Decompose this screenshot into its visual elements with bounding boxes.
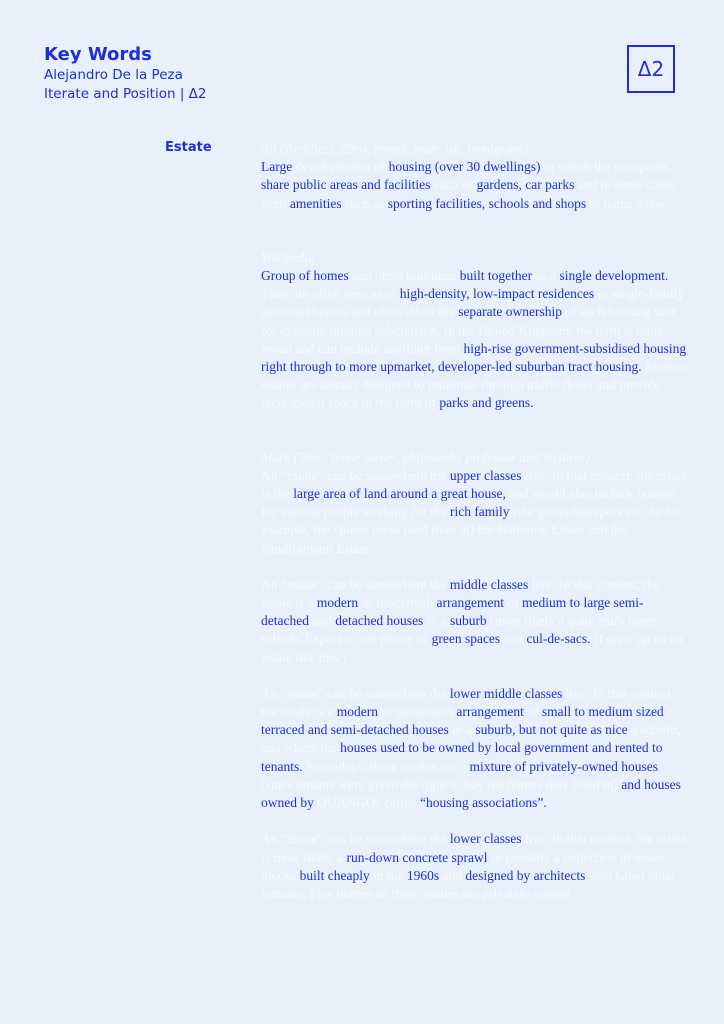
highlighted-keyword: mixture of privately-owned houses — [469, 758, 659, 774]
highlighted-keyword: amenities — [289, 195, 342, 211]
faded-text: (most likely a quite leafy outer suburb. Expect to see plenty of — [261, 613, 657, 647]
faded-text: QUANGOs called — [313, 795, 420, 811]
faded-text: Nowadays, these estates are a — [302, 758, 470, 774]
highlighted-keyword: high-rise government-subsidised housing right through to more upmarket, developer-led suburban tract housing. — [261, 340, 687, 375]
faded-text: An “estate” can be somewhere the — [261, 831, 450, 847]
highlighted-keyword: rich family — [449, 504, 510, 520]
delta2-logo: Δ2 — [627, 45, 675, 93]
faded-text: of — [503, 595, 522, 611]
highlighted-keyword: lower middle classes — [449, 685, 563, 701]
faded-text: of — [523, 704, 542, 720]
highlighted-keyword: modern — [316, 595, 359, 611]
paragraph-gap — [261, 812, 691, 830]
highlighted-keyword: medium to large semi-detached — [261, 595, 644, 629]
highlighted-keyword: built cheaply — [299, 867, 370, 883]
faded-text: An “estate” can be somewhere the — [261, 467, 450, 483]
highlighted-keyword: suburb, but not quite as nice — [475, 722, 628, 738]
faded-text: or modernish — [377, 704, 457, 720]
faded-text: such as — [430, 177, 477, 193]
definition-source: Ali (Architect, 29yo, tenant, male-ish, immigrant) — [261, 141, 528, 156]
highlighted-keyword: middle classes — [449, 576, 529, 592]
faded-text: in a — [448, 722, 476, 738]
faded-text: and — [500, 631, 527, 647]
faded-text: and — [439, 867, 466, 883]
definition-paragraph — [261, 830, 691, 903]
highlighted-keyword: run-down concrete sprawl — [346, 849, 488, 865]
highlighted-keyword: lower classes — [449, 831, 522, 847]
highlighted-keyword: “housing associations”. — [419, 795, 547, 811]
highlighted-keyword: Large — [261, 159, 293, 175]
highlighted-keyword: parks and greens. — [439, 395, 534, 411]
faded-text: such as — [341, 195, 388, 211]
faded-text: as a — [532, 268, 560, 284]
highlighted-keyword: suburb — [449, 613, 487, 629]
highlighted-keyword: arrangement — [436, 595, 504, 611]
faded-text: An “estate” can be somewhere the — [261, 576, 450, 592]
header — [44, 44, 207, 104]
faded-text: An “estate” can be somewhere the — [261, 685, 450, 701]
highlighted-keyword: separate ownership — [458, 304, 563, 320]
page-title: Key Words — [44, 44, 152, 65]
highlighted-keyword: detached houses — [335, 613, 424, 629]
highlighted-keyword: and houses owned by — [261, 776, 681, 811]
definition-source: Mark (59yo, home owner, philosophy professor and lecturer) — [261, 449, 590, 465]
faded-text: in a — [423, 613, 450, 629]
highlighted-keyword: sporting facilities, schools and shops — [387, 195, 587, 211]
highlighted-keyword: built together — [459, 268, 533, 284]
project-name: Iterate and Position | Δ2 — [44, 86, 207, 102]
highlighted-keyword: upper classes — [449, 467, 522, 483]
paragraph-gap — [261, 667, 691, 685]
definition-section — [261, 140, 691, 213]
highlighted-keyword: cul-de-sacs. — [526, 631, 591, 647]
author-name: Alejandro De la Peza — [44, 67, 183, 83]
definition-section — [261, 249, 691, 413]
faded-text: live. In that context, the estate is the — [261, 467, 688, 502]
faded-text: and would also include houses for various people working for the — [261, 486, 675, 520]
highlighted-keyword: houses used to be owned by local government and rented to tenants. — [261, 740, 663, 774]
highlighted-keyword: designed by architects — [465, 867, 586, 883]
faded-text: to name a few. — [586, 195, 669, 211]
highlighted-keyword: 1960s — [406, 867, 440, 883]
faded-text: live. In that context, the estate is most likely a — [261, 831, 688, 865]
highlighted-keyword: Group of homes — [261, 268, 349, 284]
section-gap — [261, 413, 691, 449]
definition-paragraph — [261, 576, 691, 667]
term-label: Estate — [165, 140, 212, 155]
definition-source: Wikipedia — [261, 249, 315, 265]
faded-text: or modernish — [358, 595, 437, 611]
faded-text: or single-family detached homes and often allow the — [261, 286, 685, 320]
highlighted-keyword: small to medium sized terraced and semi-detached houses — [261, 704, 664, 738]
faded-text: (since tenants were given the right to buy the homes they lived in) — [261, 776, 622, 792]
highlighted-keyword: green spaces — [431, 631, 501, 647]
faded-text: in which the occupants — [540, 159, 668, 175]
highlighted-keyword: high-density, low-impact residences — [399, 286, 595, 302]
faded-text: live. In that context, the estate is a — [261, 576, 660, 611]
section-gap — [261, 213, 691, 249]
faded-text: (the groundskeepers etc. So for example, the Queen owns (and lives at) the Balmoral Estate and the Sandringham Estate. — [261, 504, 682, 556]
definition-paragraph — [261, 685, 691, 812]
definition-paragraph — [261, 267, 691, 413]
faded-text: and in some cases even — [261, 177, 675, 211]
faded-text: They are often seen as of — [261, 286, 400, 302]
highlighted-keyword: large area of land around a great house, — [293, 486, 506, 502]
faded-text: live. In that context, the estate is a — [261, 685, 675, 720]
definitions-body — [261, 140, 691, 903]
faded-text: and — [308, 613, 336, 629]
faded-text: in the — [369, 867, 407, 883]
faded-text: (I grew up on an estate like this.) — [261, 631, 684, 665]
faded-text: who hated other humans. Few homes on these estates are privately owned. — [261, 867, 676, 901]
highlighted-keyword: share public areas and facilities — [261, 177, 431, 193]
highlighted-keyword: gardens, car parks — [476, 177, 575, 193]
definition-section — [261, 449, 691, 903]
highlighted-keyword: modern — [336, 704, 378, 720]
highlighted-keyword: housing (over 30 dwellings) — [388, 159, 541, 175]
faded-text: Modern estates are usually designed to minimise through traffic flows and provide recreational space in the form of — [261, 359, 688, 411]
faded-text: a suburb, and where the — [261, 722, 681, 756]
faded-text: of each housing unit, for example through subdivision. In the United Kingdom, the term is more broad and can include anything from — [261, 304, 679, 356]
definition-paragraph — [261, 467, 691, 558]
faded-text: and other buildings — [348, 268, 460, 284]
faded-text: or possibly a collection of tower blocks — [261, 849, 666, 883]
paragraph-gap — [261, 558, 691, 576]
highlighted-keyword: arrangement — [456, 704, 524, 720]
highlighted-keyword: single development. — [559, 268, 669, 284]
definition-paragraph — [261, 158, 691, 213]
faded-text: developments of — [292, 159, 389, 175]
